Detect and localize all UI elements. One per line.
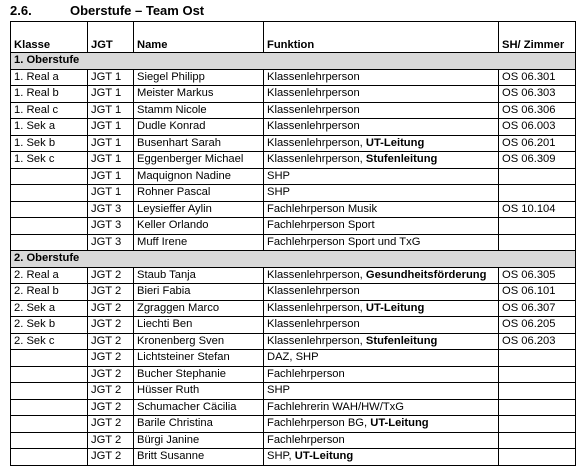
cell-funktion [264, 449, 499, 466]
funktion-text: SHP, [267, 450, 295, 462]
cell-name: Rohner Pascal [134, 185, 264, 202]
section-number: 2.6. [10, 3, 32, 18]
cell-klasse [11, 366, 88, 383]
table-row [11, 399, 576, 416]
cell-klasse: 1. Sek a [11, 119, 88, 136]
cell-name: Leysieffer Aylin [134, 201, 264, 218]
cell-funktion [264, 168, 499, 185]
cell-zimmer: OS 06.306 [499, 102, 576, 119]
cell-zimmer: OS 06.101 [499, 284, 576, 301]
cell-zimmer: OS 06.307 [499, 300, 576, 317]
staff-table [10, 21, 576, 466]
table-row [11, 201, 576, 218]
cell-klasse: 2. Sek c [11, 333, 88, 350]
cell-funktion [264, 267, 499, 284]
cell-name: Muff Irene [134, 234, 264, 251]
cell-zimmer [499, 218, 576, 235]
cell-klasse [11, 185, 88, 202]
cell-name: Staub Tanja [134, 267, 264, 284]
cell-funktion [264, 152, 499, 169]
cell-funktion [264, 102, 499, 119]
cell-name: Keller Orlando [134, 218, 264, 235]
funktion-text: Klassenlehrperson [267, 318, 360, 330]
cell-name: Bieri Fabia [134, 284, 264, 301]
cell-name: Stamm Nicole [134, 102, 264, 119]
cell-name: Meister Markus [134, 86, 264, 103]
cell-name: Eggenberger Michael [134, 152, 264, 169]
header-klasse: Klasse [11, 22, 88, 53]
cell-klasse: 1. Sek b [11, 135, 88, 152]
table-row [11, 284, 576, 301]
cell-funktion [264, 119, 499, 136]
cell-jgt: JGT 2 [88, 267, 134, 284]
cell-klasse [11, 432, 88, 449]
cell-jgt: JGT 1 [88, 185, 134, 202]
funktion-text: Klassenlehrperson, [267, 301, 366, 314]
cell-klasse: 1. Real a [11, 69, 88, 86]
table-row [11, 69, 576, 86]
cell-zimmer: OS 06.201 [499, 135, 576, 152]
cell-name: Liechti Ben [134, 317, 264, 334]
cell-name: Dudle Konrad [134, 119, 264, 136]
cell-zimmer: OS 06.205 [499, 317, 576, 334]
cell-jgt: JGT 1 [88, 86, 134, 103]
funktion-text: Fachlehrperson Musik [267, 202, 378, 215]
cell-funktion [264, 185, 499, 202]
cell-jgt: JGT 3 [88, 234, 134, 251]
funktion-text: Fachlehrperson [267, 433, 345, 446]
table-row [11, 267, 576, 284]
cell-name: Britt Susanne [134, 449, 264, 466]
funktion-text: Klassenlehrperson [267, 87, 360, 99]
cell-funktion [264, 300, 499, 317]
cell-jgt: JGT 1 [88, 168, 134, 185]
table-row [11, 234, 576, 251]
cell-name: Zgraggen Marco [134, 300, 264, 317]
cell-jgt: JGT 1 [88, 135, 134, 152]
cell-klasse [11, 350, 88, 367]
cell-name: Siegel Philipp [134, 69, 264, 86]
cell-jgt: JGT 2 [88, 449, 134, 466]
cell-funktion [264, 432, 499, 449]
table-row [11, 86, 576, 103]
cell-funktion [264, 86, 499, 103]
cell-name: Bucher Stephanie [134, 366, 264, 383]
cell-funktion [264, 218, 499, 235]
cell-zimmer: OS 06.203 [499, 333, 576, 350]
cell-name: Lichtsteiner Stefan [134, 350, 264, 367]
cell-klasse [11, 201, 88, 218]
section-heading [10, 2, 204, 20]
funktion-role: UT-Leitung [370, 417, 429, 429]
funktion-text: SHP [267, 169, 291, 182]
cell-zimmer [499, 234, 576, 251]
cell-funktion [264, 366, 499, 383]
cell-klasse: 2. Real a [11, 267, 88, 284]
cell-klasse [11, 416, 88, 433]
cell-jgt: JGT 2 [88, 284, 134, 301]
cell-jgt: JGT 2 [88, 416, 134, 433]
cell-klasse [11, 449, 88, 466]
cell-jgt: JGT 3 [88, 218, 134, 235]
table-row [11, 152, 576, 169]
cell-klasse [11, 168, 88, 185]
cell-funktion [264, 416, 499, 433]
funktion-text: Klassenlehrperson [267, 103, 360, 116]
cell-jgt: JGT 2 [88, 399, 134, 416]
cell-funktion [264, 69, 499, 86]
cell-klasse: 2. Real b [11, 284, 88, 301]
funktion-text: SHP [267, 186, 291, 198]
cell-funktion [264, 135, 499, 152]
funktion-text: Fachlehrperson Sport [267, 219, 375, 231]
table-header [11, 22, 576, 53]
cell-jgt: JGT 1 [88, 102, 134, 119]
table-row [11, 416, 576, 433]
table-row [11, 168, 576, 185]
cell-jgt: JGT 2 [88, 432, 134, 449]
table-row [11, 102, 576, 119]
cell-klasse: 1. Sek c [11, 152, 88, 169]
table-row [11, 333, 576, 350]
cell-jgt: JGT 2 [88, 366, 134, 383]
cell-klasse [11, 234, 88, 251]
funktion-text: Fachlehrperson [267, 367, 345, 380]
cell-klasse: 2. Sek b [11, 317, 88, 334]
header-name: Name [134, 22, 264, 53]
funktion-text: SHP [267, 384, 291, 396]
cell-jgt: JGT 2 [88, 383, 134, 400]
cell-zimmer: OS 06.309 [499, 152, 576, 169]
cell-zimmer: OS 06.303 [499, 86, 576, 103]
cell-zimmer: OS 06.301 [499, 69, 576, 86]
header-funktion: Funktion [264, 22, 499, 53]
section-title: 2. Oberstufe [11, 251, 576, 268]
section-title: 1. Oberstufe [11, 53, 576, 70]
funktion-role: Stufenleitung [365, 153, 438, 165]
cell-zimmer [499, 449, 576, 466]
table-row [11, 366, 576, 383]
cell-jgt: JGT 3 [88, 201, 134, 218]
header-jgt: JGT [88, 22, 134, 53]
funktion-text: Klassenlehrperson, [267, 334, 366, 347]
cell-jgt: JGT 2 [88, 333, 134, 350]
cell-jgt: JGT 2 [88, 317, 134, 334]
table-row [11, 218, 576, 235]
cell-klasse: 1. Real c [11, 102, 88, 119]
cell-jgt: JGT 1 [88, 69, 134, 86]
funktion-role: UT-Leitung [365, 301, 425, 314]
funktion-text: Fachlehrperson Sport und TxG [267, 235, 421, 248]
section-row [11, 53, 576, 70]
header-zimmer: SH/ Zimmer [499, 22, 576, 53]
funktion-role: UT-Leitung [294, 450, 354, 462]
cell-name: Schumacher Cäcilia [134, 399, 264, 416]
cell-zimmer [499, 383, 576, 400]
funktion-role: Stufenleitung [365, 334, 438, 347]
table-row [11, 432, 576, 449]
cell-funktion [264, 350, 499, 367]
funktion-role: UT-Leitung [365, 136, 425, 149]
funktion-text: DAZ, SHP [267, 351, 319, 363]
cell-klasse [11, 383, 88, 400]
cell-name: Hüsser Ruth [134, 383, 264, 400]
cell-funktion [264, 317, 499, 334]
cell-funktion [264, 201, 499, 218]
table-row [11, 317, 576, 334]
table-row [11, 449, 576, 466]
cell-name: Busenhart Sarah [134, 135, 264, 152]
cell-zimmer: OS 06.305 [499, 267, 576, 284]
cell-zimmer [499, 185, 576, 202]
table-row [11, 119, 576, 136]
cell-zimmer [499, 416, 576, 433]
table-row [11, 350, 576, 367]
cell-klasse: 2. Sek a [11, 300, 88, 317]
cell-jgt: JGT 2 [88, 300, 134, 317]
table-row [11, 300, 576, 317]
cell-name: Bürgi Janine [134, 432, 264, 449]
funktion-text: Klassenlehrperson [267, 120, 360, 132]
cell-klasse: 1. Real b [11, 86, 88, 103]
header-row [11, 22, 576, 53]
cell-jgt: JGT 2 [88, 350, 134, 367]
funktion-text: Klassenlehrperson [267, 285, 360, 297]
cell-zimmer [499, 432, 576, 449]
cell-name: Maquignon Nadine [134, 168, 264, 185]
section-title: Oberstufe – Team Ost [70, 3, 205, 18]
cell-zimmer: OS 10.104 [499, 201, 576, 218]
cell-zimmer [499, 399, 576, 416]
table-row [11, 185, 576, 202]
cell-jgt: JGT 1 [88, 152, 134, 169]
funktion-text: Klassenlehrperson, [267, 268, 366, 281]
cell-zimmer: OS 06.003 [499, 119, 576, 136]
table-row [11, 383, 576, 400]
cell-funktion [264, 333, 499, 350]
cell-name: Barile Christina [134, 416, 264, 433]
cell-zimmer [499, 366, 576, 383]
cell-zimmer [499, 168, 576, 185]
cell-funktion [264, 284, 499, 301]
funktion-text: Klassenlehrperson [267, 70, 360, 83]
table-body [11, 53, 576, 466]
cell-zimmer [499, 350, 576, 367]
cell-funktion [264, 234, 499, 251]
cell-klasse [11, 218, 88, 235]
table-row [11, 135, 576, 152]
section-row [11, 251, 576, 268]
funktion-text: Klassenlehrperson, [267, 136, 366, 149]
cell-jgt: JGT 1 [88, 119, 134, 136]
cell-name: Kronenberg Sven [134, 333, 264, 350]
funktion-text: Klassenlehrperson, [267, 153, 366, 165]
cell-klasse [11, 399, 88, 416]
funktion-role: Gesundheitsförderung [365, 268, 487, 281]
cell-funktion [264, 399, 499, 416]
funktion-text: Fachlehrperson BG, [267, 417, 371, 429]
funktion-text: Fachlehrerin WAH/HW/TxG [267, 400, 404, 413]
cell-funktion [264, 383, 499, 400]
